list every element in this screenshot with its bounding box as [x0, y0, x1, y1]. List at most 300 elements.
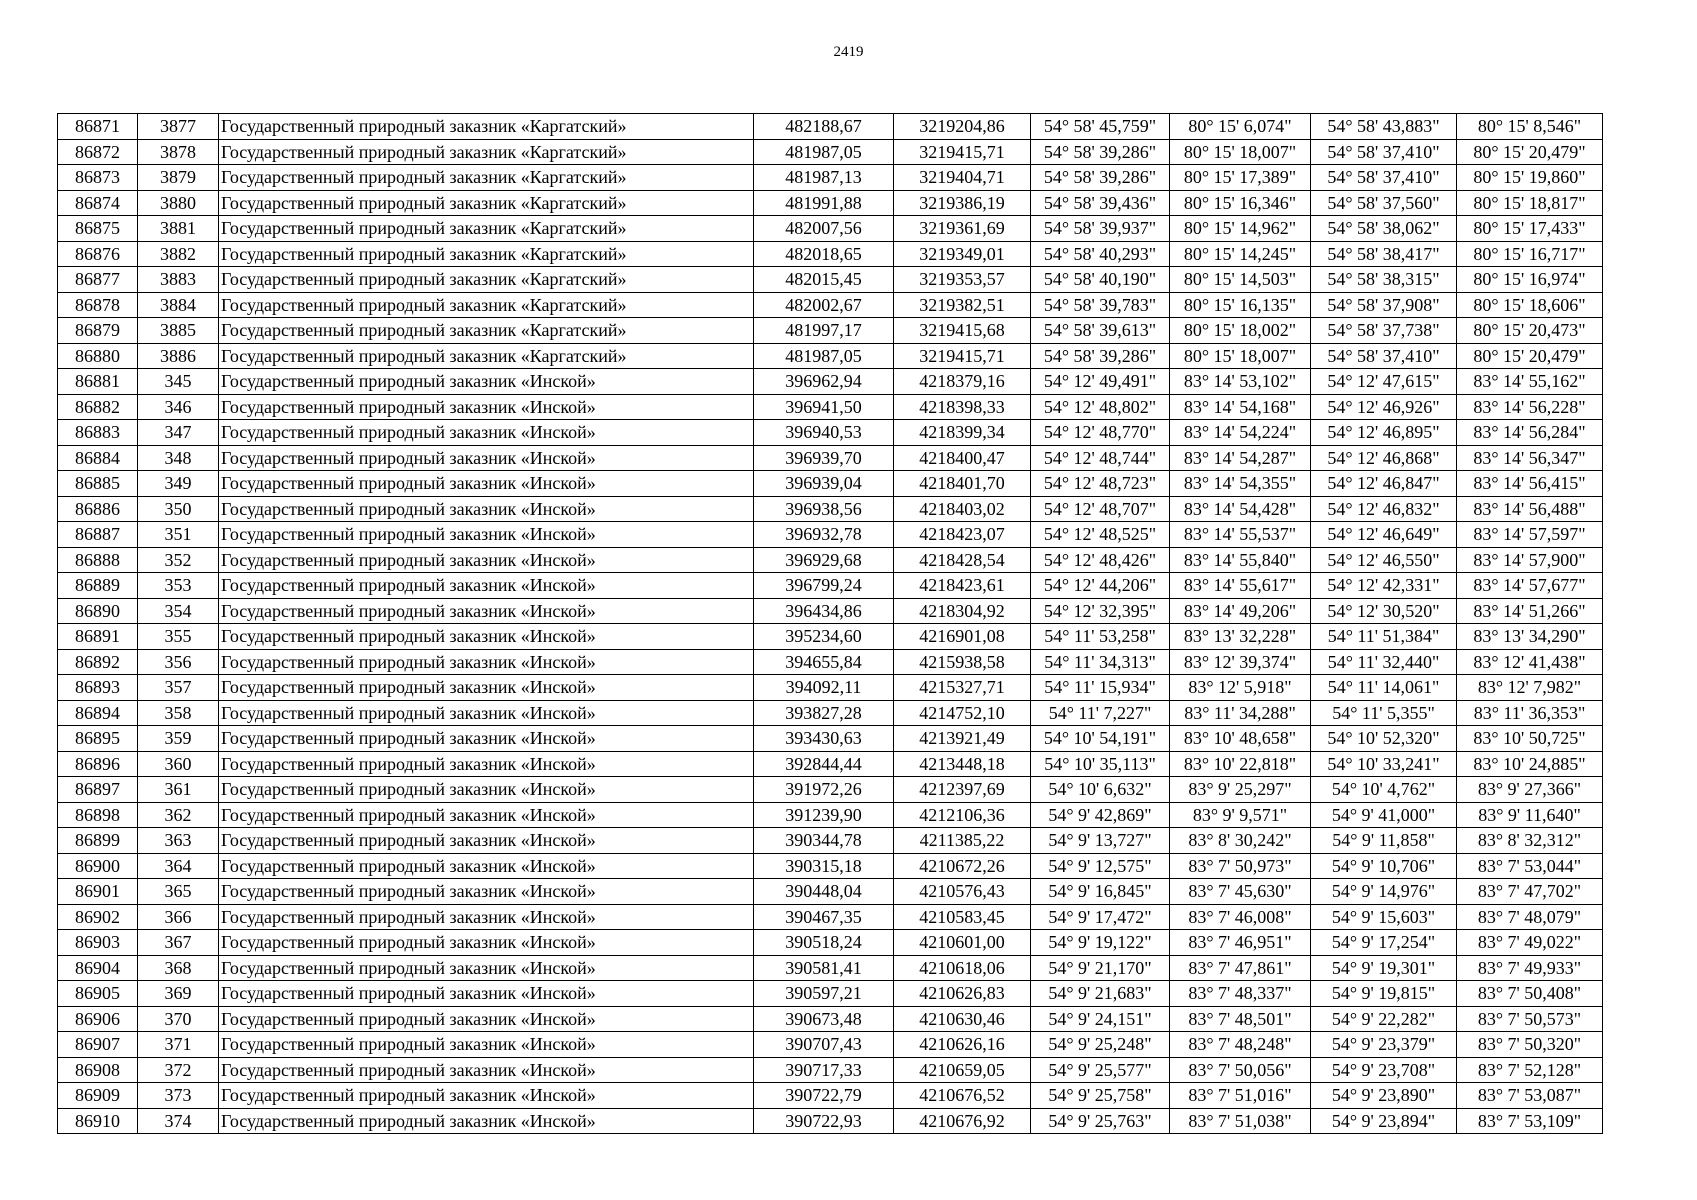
object-name-cell: Государственный природный заказник «Инской»	[219, 394, 754, 420]
table-row	[58, 726, 1603, 752]
x-coordinate-cell: 390518,24	[754, 930, 894, 956]
longitude-1-cell: 83° 7' 46,951"	[1170, 930, 1311, 956]
latitude-1-cell: 54° 9' 25,577"	[1031, 1057, 1170, 1083]
longitude-2-cell: 83° 7' 53,044"	[1457, 853, 1603, 879]
row-number-cell: 86877	[58, 267, 138, 293]
latitude-2-cell: 54° 9' 22,282"	[1311, 1006, 1457, 1032]
latitude-1-cell: 54° 58' 39,436"	[1031, 190, 1170, 216]
x-coordinate-cell: 481987,05	[754, 343, 894, 369]
x-coordinate-cell: 396940,53	[754, 420, 894, 446]
table-row	[58, 1032, 1603, 1058]
longitude-2-cell: 83° 12' 7,982"	[1457, 675, 1603, 701]
x-coordinate-cell: 390722,79	[754, 1083, 894, 1109]
longitude-1-cell: 80° 15' 16,135"	[1170, 292, 1311, 318]
table-row	[58, 930, 1603, 956]
longitude-1-cell: 83° 14' 54,428"	[1170, 496, 1311, 522]
x-coordinate-cell: 482188,67	[754, 114, 894, 140]
point-number-cell: 352	[138, 547, 219, 573]
y-coordinate-cell: 4213448,18	[894, 751, 1031, 777]
x-coordinate-cell: 390707,43	[754, 1032, 894, 1058]
table-row	[58, 624, 1603, 650]
object-name-cell: Государственный природный заказник «Инской»	[219, 879, 754, 905]
latitude-1-cell: 54° 12' 48,723"	[1031, 471, 1170, 497]
latitude-2-cell: 54° 11' 5,355"	[1311, 700, 1457, 726]
point-number-cell: 359	[138, 726, 219, 752]
y-coordinate-cell: 4214752,10	[894, 700, 1031, 726]
row-number-cell: 86892	[58, 649, 138, 675]
object-name-cell: Государственный природный заказник «Каргатский»	[219, 114, 754, 140]
point-number-cell: 351	[138, 522, 219, 548]
object-name-cell: Государственный природный заказник «Инской»	[219, 675, 754, 701]
point-number-cell: 360	[138, 751, 219, 777]
latitude-1-cell: 54° 12' 48,426"	[1031, 547, 1170, 573]
y-coordinate-cell: 4218399,34	[894, 420, 1031, 446]
longitude-1-cell: 83° 7' 46,008"	[1170, 904, 1311, 930]
x-coordinate-cell: 396929,68	[754, 547, 894, 573]
longitude-1-cell: 83° 7' 50,973"	[1170, 853, 1311, 879]
latitude-1-cell: 54° 10' 6,632"	[1031, 777, 1170, 803]
point-number-cell: 3886	[138, 343, 219, 369]
latitude-1-cell: 54° 9' 25,763"	[1031, 1108, 1170, 1134]
latitude-2-cell: 54° 58' 37,410"	[1311, 343, 1457, 369]
table-row	[58, 165, 1603, 191]
point-number-cell: 350	[138, 496, 219, 522]
table-row	[58, 828, 1603, 854]
table-row	[58, 445, 1603, 471]
row-number-cell: 86910	[58, 1108, 138, 1134]
object-name-cell: Государственный природный заказник «Каргатский»	[219, 267, 754, 293]
longitude-2-cell: 83° 14' 55,162"	[1457, 369, 1603, 395]
latitude-1-cell: 54° 58' 40,190"	[1031, 267, 1170, 293]
object-name-cell: Государственный природный заказник «Инской»	[219, 547, 754, 573]
latitude-1-cell: 54° 58' 39,613"	[1031, 318, 1170, 344]
latitude-1-cell: 54° 11' 15,934"	[1031, 675, 1170, 701]
latitude-2-cell: 54° 58' 37,410"	[1311, 139, 1457, 165]
row-number-cell: 86902	[58, 904, 138, 930]
x-coordinate-cell: 482007,56	[754, 216, 894, 242]
longitude-2-cell: 83° 7' 52,128"	[1457, 1057, 1603, 1083]
table-row	[58, 598, 1603, 624]
latitude-2-cell: 54° 9' 17,254"	[1311, 930, 1457, 956]
latitude-1-cell: 54° 12' 44,206"	[1031, 573, 1170, 599]
y-coordinate-cell: 4218423,07	[894, 522, 1031, 548]
point-number-cell: 357	[138, 675, 219, 701]
table-row	[58, 904, 1603, 930]
latitude-1-cell: 54° 12' 48,525"	[1031, 522, 1170, 548]
point-number-cell: 353	[138, 573, 219, 599]
longitude-1-cell: 83° 14' 49,206"	[1170, 598, 1311, 624]
point-number-cell: 365	[138, 879, 219, 905]
latitude-1-cell: 54° 12' 48,802"	[1031, 394, 1170, 420]
object-name-cell: Государственный природный заказник «Инской»	[219, 904, 754, 930]
longitude-2-cell: 83° 7' 50,320"	[1457, 1032, 1603, 1058]
longitude-1-cell: 83° 11' 34,288"	[1170, 700, 1311, 726]
longitude-2-cell: 83° 14' 51,266"	[1457, 598, 1603, 624]
longitude-1-cell: 83° 10' 48,658"	[1170, 726, 1311, 752]
x-coordinate-cell: 396938,56	[754, 496, 894, 522]
longitude-1-cell: 83° 10' 22,818"	[1170, 751, 1311, 777]
object-name-cell: Государственный природный заказник «Инской»	[219, 1006, 754, 1032]
object-name-cell: Государственный природный заказник «Каргатский»	[219, 165, 754, 191]
y-coordinate-cell: 3219361,69	[894, 216, 1031, 242]
latitude-2-cell: 54° 12' 46,847"	[1311, 471, 1457, 497]
x-coordinate-cell: 482018,65	[754, 241, 894, 267]
longitude-2-cell: 83° 7' 53,109"	[1457, 1108, 1603, 1134]
object-name-cell: Государственный природный заказник «Каргатский»	[219, 216, 754, 242]
latitude-2-cell: 54° 10' 4,762"	[1311, 777, 1457, 803]
row-number-cell: 86890	[58, 598, 138, 624]
point-number-cell: 369	[138, 981, 219, 1007]
table-row	[58, 955, 1603, 981]
table-row	[58, 114, 1603, 140]
object-name-cell: Государственный природный заказник «Инской»	[219, 700, 754, 726]
y-coordinate-cell: 3219204,86	[894, 114, 1031, 140]
latitude-1-cell: 54° 58' 39,286"	[1031, 139, 1170, 165]
row-number-cell: 86886	[58, 496, 138, 522]
longitude-2-cell: 83° 14' 56,228"	[1457, 394, 1603, 420]
latitude-2-cell: 54° 12' 46,550"	[1311, 547, 1457, 573]
longitude-1-cell: 83° 9' 9,571"	[1170, 802, 1311, 828]
object-name-cell: Государственный природный заказник «Инской»	[219, 751, 754, 777]
object-name-cell: Государственный природный заказник «Инской»	[219, 981, 754, 1007]
y-coordinate-cell: 4218401,70	[894, 471, 1031, 497]
row-number-cell: 86876	[58, 241, 138, 267]
longitude-2-cell: 83° 7' 48,079"	[1457, 904, 1603, 930]
row-number-cell: 86874	[58, 190, 138, 216]
latitude-1-cell: 54° 9' 21,170"	[1031, 955, 1170, 981]
y-coordinate-cell: 4210618,06	[894, 955, 1031, 981]
table-row	[58, 700, 1603, 726]
longitude-1-cell: 80° 15' 14,503"	[1170, 267, 1311, 293]
y-coordinate-cell: 3219353,57	[894, 267, 1031, 293]
y-coordinate-cell: 4210672,26	[894, 853, 1031, 879]
longitude-2-cell: 83° 14' 56,488"	[1457, 496, 1603, 522]
longitude-1-cell: 83° 7' 50,056"	[1170, 1057, 1311, 1083]
longitude-1-cell: 83° 12' 39,374"	[1170, 649, 1311, 675]
table-row	[58, 1057, 1603, 1083]
latitude-1-cell: 54° 12' 48,770"	[1031, 420, 1170, 446]
y-coordinate-cell: 4212106,36	[894, 802, 1031, 828]
y-coordinate-cell: 3219415,71	[894, 139, 1031, 165]
object-name-cell: Государственный природный заказник «Инской»	[219, 853, 754, 879]
latitude-2-cell: 54° 9' 11,858"	[1311, 828, 1457, 854]
row-number-cell: 86893	[58, 675, 138, 701]
object-name-cell: Государственный природный заказник «Инской»	[219, 726, 754, 752]
table-row	[58, 496, 1603, 522]
row-number-cell: 86882	[58, 394, 138, 420]
latitude-2-cell: 54° 12' 42,331"	[1311, 573, 1457, 599]
table-row	[58, 1083, 1603, 1109]
latitude-2-cell: 54° 9' 23,894"	[1311, 1108, 1457, 1134]
longitude-1-cell: 83° 14' 54,168"	[1170, 394, 1311, 420]
y-coordinate-cell: 4213921,49	[894, 726, 1031, 752]
object-name-cell: Государственный природный заказник «Каргатский»	[219, 190, 754, 216]
latitude-2-cell: 54° 9' 15,603"	[1311, 904, 1457, 930]
object-name-cell: Государственный природный заказник «Инской»	[219, 598, 754, 624]
longitude-1-cell: 83° 7' 51,016"	[1170, 1083, 1311, 1109]
latitude-1-cell: 54° 12' 48,744"	[1031, 445, 1170, 471]
longitude-1-cell: 80° 15' 18,007"	[1170, 139, 1311, 165]
latitude-2-cell: 54° 58' 37,738"	[1311, 318, 1457, 344]
y-coordinate-cell: 4218400,47	[894, 445, 1031, 471]
x-coordinate-cell: 396939,04	[754, 471, 894, 497]
point-number-cell: 3878	[138, 139, 219, 165]
object-name-cell: Государственный природный заказник «Инской»	[219, 930, 754, 956]
row-number-cell: 86906	[58, 1006, 138, 1032]
row-number-cell: 86905	[58, 981, 138, 1007]
latitude-1-cell: 54° 9' 24,151"	[1031, 1006, 1170, 1032]
x-coordinate-cell: 394092,11	[754, 675, 894, 701]
latitude-1-cell: 54° 58' 45,759"	[1031, 114, 1170, 140]
row-number-cell: 86907	[58, 1032, 138, 1058]
longitude-2-cell: 80° 15' 19,860"	[1457, 165, 1603, 191]
point-number-cell: 362	[138, 802, 219, 828]
point-number-cell: 368	[138, 955, 219, 981]
x-coordinate-cell: 390344,78	[754, 828, 894, 854]
x-coordinate-cell: 392844,44	[754, 751, 894, 777]
longitude-1-cell: 83° 14' 54,224"	[1170, 420, 1311, 446]
object-name-cell: Государственный природный заказник «Инской»	[219, 828, 754, 854]
longitude-1-cell: 80° 15' 16,346"	[1170, 190, 1311, 216]
row-number-cell: 86909	[58, 1083, 138, 1109]
point-number-cell: 3884	[138, 292, 219, 318]
longitude-1-cell: 80° 15' 18,007"	[1170, 343, 1311, 369]
longitude-1-cell: 83° 7' 48,248"	[1170, 1032, 1311, 1058]
y-coordinate-cell: 4218428,54	[894, 547, 1031, 573]
y-coordinate-cell: 3219386,19	[894, 190, 1031, 216]
x-coordinate-cell: 390597,21	[754, 981, 894, 1007]
point-number-cell: 3880	[138, 190, 219, 216]
y-coordinate-cell: 4218423,61	[894, 573, 1031, 599]
point-number-cell: 356	[138, 649, 219, 675]
latitude-1-cell: 54° 12' 32,395"	[1031, 598, 1170, 624]
x-coordinate-cell: 481997,17	[754, 318, 894, 344]
point-number-cell: 373	[138, 1083, 219, 1109]
object-name-cell: Государственный природный заказник «Инской»	[219, 624, 754, 650]
row-number-cell: 86885	[58, 471, 138, 497]
latitude-1-cell: 54° 9' 17,472"	[1031, 904, 1170, 930]
longitude-1-cell: 83° 14' 54,355"	[1170, 471, 1311, 497]
longitude-1-cell: 83° 9' 25,297"	[1170, 777, 1311, 803]
object-name-cell: Государственный природный заказник «Каргатский»	[219, 241, 754, 267]
table-row	[58, 190, 1603, 216]
latitude-1-cell: 54° 11' 53,258"	[1031, 624, 1170, 650]
table-row	[58, 369, 1603, 395]
row-number-cell: 86908	[58, 1057, 138, 1083]
point-number-cell: 358	[138, 700, 219, 726]
longitude-2-cell: 80° 15' 20,479"	[1457, 343, 1603, 369]
latitude-1-cell: 54° 10' 54,191"	[1031, 726, 1170, 752]
latitude-2-cell: 54° 12' 46,649"	[1311, 522, 1457, 548]
latitude-1-cell: 54° 9' 42,869"	[1031, 802, 1170, 828]
table-row	[58, 675, 1603, 701]
row-number-cell: 86881	[58, 369, 138, 395]
y-coordinate-cell: 4210601,00	[894, 930, 1031, 956]
point-number-cell: 3882	[138, 241, 219, 267]
latitude-2-cell: 54° 9' 23,379"	[1311, 1032, 1457, 1058]
latitude-1-cell: 54° 58' 39,286"	[1031, 165, 1170, 191]
object-name-cell: Государственный природный заказник «Инской»	[219, 445, 754, 471]
row-number-cell: 86875	[58, 216, 138, 242]
longitude-1-cell: 83° 7' 48,337"	[1170, 981, 1311, 1007]
latitude-2-cell: 54° 9' 23,890"	[1311, 1083, 1457, 1109]
object-name-cell: Государственный природный заказник «Инской»	[219, 1057, 754, 1083]
longitude-1-cell: 83° 8' 30,242"	[1170, 828, 1311, 854]
x-coordinate-cell: 391239,90	[754, 802, 894, 828]
longitude-2-cell: 83° 7' 50,408"	[1457, 981, 1603, 1007]
table-row	[58, 292, 1603, 318]
row-number-cell: 86895	[58, 726, 138, 752]
table-row	[58, 1006, 1603, 1032]
x-coordinate-cell: 481987,13	[754, 165, 894, 191]
longitude-2-cell: 80° 15' 17,433"	[1457, 216, 1603, 242]
longitude-2-cell: 80° 15' 18,606"	[1457, 292, 1603, 318]
table-row	[58, 522, 1603, 548]
longitude-2-cell: 83° 13' 34,290"	[1457, 624, 1603, 650]
latitude-2-cell: 54° 58' 37,410"	[1311, 165, 1457, 191]
latitude-1-cell: 54° 9' 19,122"	[1031, 930, 1170, 956]
object-name-cell: Государственный природный заказник «Инской»	[219, 573, 754, 599]
latitude-2-cell: 54° 9' 14,976"	[1311, 879, 1457, 905]
longitude-2-cell: 83° 14' 56,347"	[1457, 445, 1603, 471]
point-number-cell: 3879	[138, 165, 219, 191]
longitude-1-cell: 83° 7' 47,861"	[1170, 955, 1311, 981]
row-number-cell: 86898	[58, 802, 138, 828]
latitude-2-cell: 54° 10' 52,320"	[1311, 726, 1457, 752]
latitude-2-cell: 54° 58' 38,315"	[1311, 267, 1457, 293]
row-number-cell: 86900	[58, 853, 138, 879]
table-row	[58, 241, 1603, 267]
latitude-2-cell: 54° 9' 23,708"	[1311, 1057, 1457, 1083]
row-number-cell: 86896	[58, 751, 138, 777]
row-number-cell: 86887	[58, 522, 138, 548]
longitude-2-cell: 83° 9' 27,366"	[1457, 777, 1603, 803]
point-number-cell: 370	[138, 1006, 219, 1032]
x-coordinate-cell: 482015,45	[754, 267, 894, 293]
latitude-1-cell: 54° 9' 25,758"	[1031, 1083, 1170, 1109]
latitude-1-cell: 54° 58' 40,293"	[1031, 241, 1170, 267]
latitude-2-cell: 54° 58' 38,417"	[1311, 241, 1457, 267]
latitude-1-cell: 54° 11' 34,313"	[1031, 649, 1170, 675]
table-row	[58, 139, 1603, 165]
latitude-2-cell: 54° 11' 51,384"	[1311, 624, 1457, 650]
x-coordinate-cell: 394655,84	[754, 649, 894, 675]
x-coordinate-cell: 390722,93	[754, 1108, 894, 1134]
y-coordinate-cell: 4210626,16	[894, 1032, 1031, 1058]
point-number-cell: 374	[138, 1108, 219, 1134]
latitude-1-cell: 54° 11' 7,227"	[1031, 700, 1170, 726]
y-coordinate-cell: 4210659,05	[894, 1057, 1031, 1083]
longitude-1-cell: 83° 7' 48,501"	[1170, 1006, 1311, 1032]
x-coordinate-cell: 393827,28	[754, 700, 894, 726]
longitude-2-cell: 80° 15' 8,546"	[1457, 114, 1603, 140]
point-number-cell: 363	[138, 828, 219, 854]
latitude-2-cell: 54° 9' 10,706"	[1311, 853, 1457, 879]
y-coordinate-cell: 3219382,51	[894, 292, 1031, 318]
y-coordinate-cell: 4216901,08	[894, 624, 1031, 650]
longitude-1-cell: 83° 14' 55,840"	[1170, 547, 1311, 573]
longitude-2-cell: 83° 14' 56,284"	[1457, 420, 1603, 446]
object-name-cell: Государственный природный заказник «Каргатский»	[219, 139, 754, 165]
x-coordinate-cell: 396434,86	[754, 598, 894, 624]
longitude-1-cell: 83° 14' 55,617"	[1170, 573, 1311, 599]
y-coordinate-cell: 4215327,71	[894, 675, 1031, 701]
latitude-1-cell: 54° 58' 39,286"	[1031, 343, 1170, 369]
object-name-cell: Государственный природный заказник «Каргатский»	[219, 343, 754, 369]
y-coordinate-cell: 3219415,68	[894, 318, 1031, 344]
x-coordinate-cell: 396962,94	[754, 369, 894, 395]
longitude-2-cell: 80° 15' 18,817"	[1457, 190, 1603, 216]
x-coordinate-cell: 482002,67	[754, 292, 894, 318]
longitude-1-cell: 83° 7' 45,630"	[1170, 879, 1311, 905]
longitude-2-cell: 83° 10' 24,885"	[1457, 751, 1603, 777]
x-coordinate-cell: 395234,60	[754, 624, 894, 650]
longitude-2-cell: 83° 9' 11,640"	[1457, 802, 1603, 828]
point-number-cell: 345	[138, 369, 219, 395]
page-number: 2419	[833, 44, 864, 60]
latitude-2-cell: 54° 12' 47,615"	[1311, 369, 1457, 395]
latitude-1-cell: 54° 9' 12,575"	[1031, 853, 1170, 879]
y-coordinate-cell: 4211385,22	[894, 828, 1031, 854]
longitude-1-cell: 83° 14' 55,537"	[1170, 522, 1311, 548]
table-row	[58, 879, 1603, 905]
longitude-1-cell: 80° 15' 18,002"	[1170, 318, 1311, 344]
longitude-1-cell: 80° 15' 6,074"	[1170, 114, 1311, 140]
latitude-2-cell: 54° 10' 33,241"	[1311, 751, 1457, 777]
row-number-cell: 86891	[58, 624, 138, 650]
row-number-cell: 86894	[58, 700, 138, 726]
longitude-1-cell: 83° 12' 5,918"	[1170, 675, 1311, 701]
latitude-2-cell: 54° 58' 37,908"	[1311, 292, 1457, 318]
row-number-cell: 86903	[58, 930, 138, 956]
x-coordinate-cell: 390315,18	[754, 853, 894, 879]
latitude-2-cell: 54° 9' 19,301"	[1311, 955, 1457, 981]
point-number-cell: 366	[138, 904, 219, 930]
latitude-2-cell: 54° 12' 46,895"	[1311, 420, 1457, 446]
latitude-1-cell: 54° 9' 21,683"	[1031, 981, 1170, 1007]
object-name-cell: Государственный природный заказник «Инской»	[219, 1108, 754, 1134]
latitude-1-cell: 54° 9' 16,845"	[1031, 879, 1170, 905]
longitude-2-cell: 83° 7' 50,573"	[1457, 1006, 1603, 1032]
latitude-2-cell: 54° 12' 46,832"	[1311, 496, 1457, 522]
latitude-2-cell: 54° 11' 14,061"	[1311, 675, 1457, 701]
latitude-2-cell: 54° 12' 46,926"	[1311, 394, 1457, 420]
longitude-2-cell: 83° 11' 36,353"	[1457, 700, 1603, 726]
object-name-cell: Государственный природный заказник «Каргатский»	[219, 292, 754, 318]
object-name-cell: Государственный природный заказник «Инской»	[219, 1083, 754, 1109]
latitude-2-cell: 54° 12' 30,520"	[1311, 598, 1457, 624]
latitude-2-cell: 54° 58' 37,560"	[1311, 190, 1457, 216]
object-name-cell: Государственный природный заказник «Инской»	[219, 420, 754, 446]
longitude-2-cell: 83° 8' 32,312"	[1457, 828, 1603, 854]
table-row	[58, 318, 1603, 344]
object-name-cell: Государственный природный заказник «Инской»	[219, 522, 754, 548]
point-number-cell: 372	[138, 1057, 219, 1083]
point-number-cell: 3885	[138, 318, 219, 344]
longitude-2-cell: 80° 15' 16,974"	[1457, 267, 1603, 293]
point-number-cell: 3883	[138, 267, 219, 293]
latitude-1-cell: 54° 12' 49,491"	[1031, 369, 1170, 395]
object-name-cell: Государственный природный заказник «Инской»	[219, 802, 754, 828]
longitude-1-cell: 80° 15' 17,389"	[1170, 165, 1311, 191]
latitude-2-cell: 54° 9' 41,000"	[1311, 802, 1457, 828]
table-row	[58, 1108, 1603, 1134]
object-name-cell: Государственный природный заказник «Каргатский»	[219, 318, 754, 344]
longitude-2-cell: 83° 14' 57,900"	[1457, 547, 1603, 573]
row-number-cell: 86883	[58, 420, 138, 446]
table-row	[58, 649, 1603, 675]
longitude-2-cell: 83° 14' 56,415"	[1457, 471, 1603, 497]
